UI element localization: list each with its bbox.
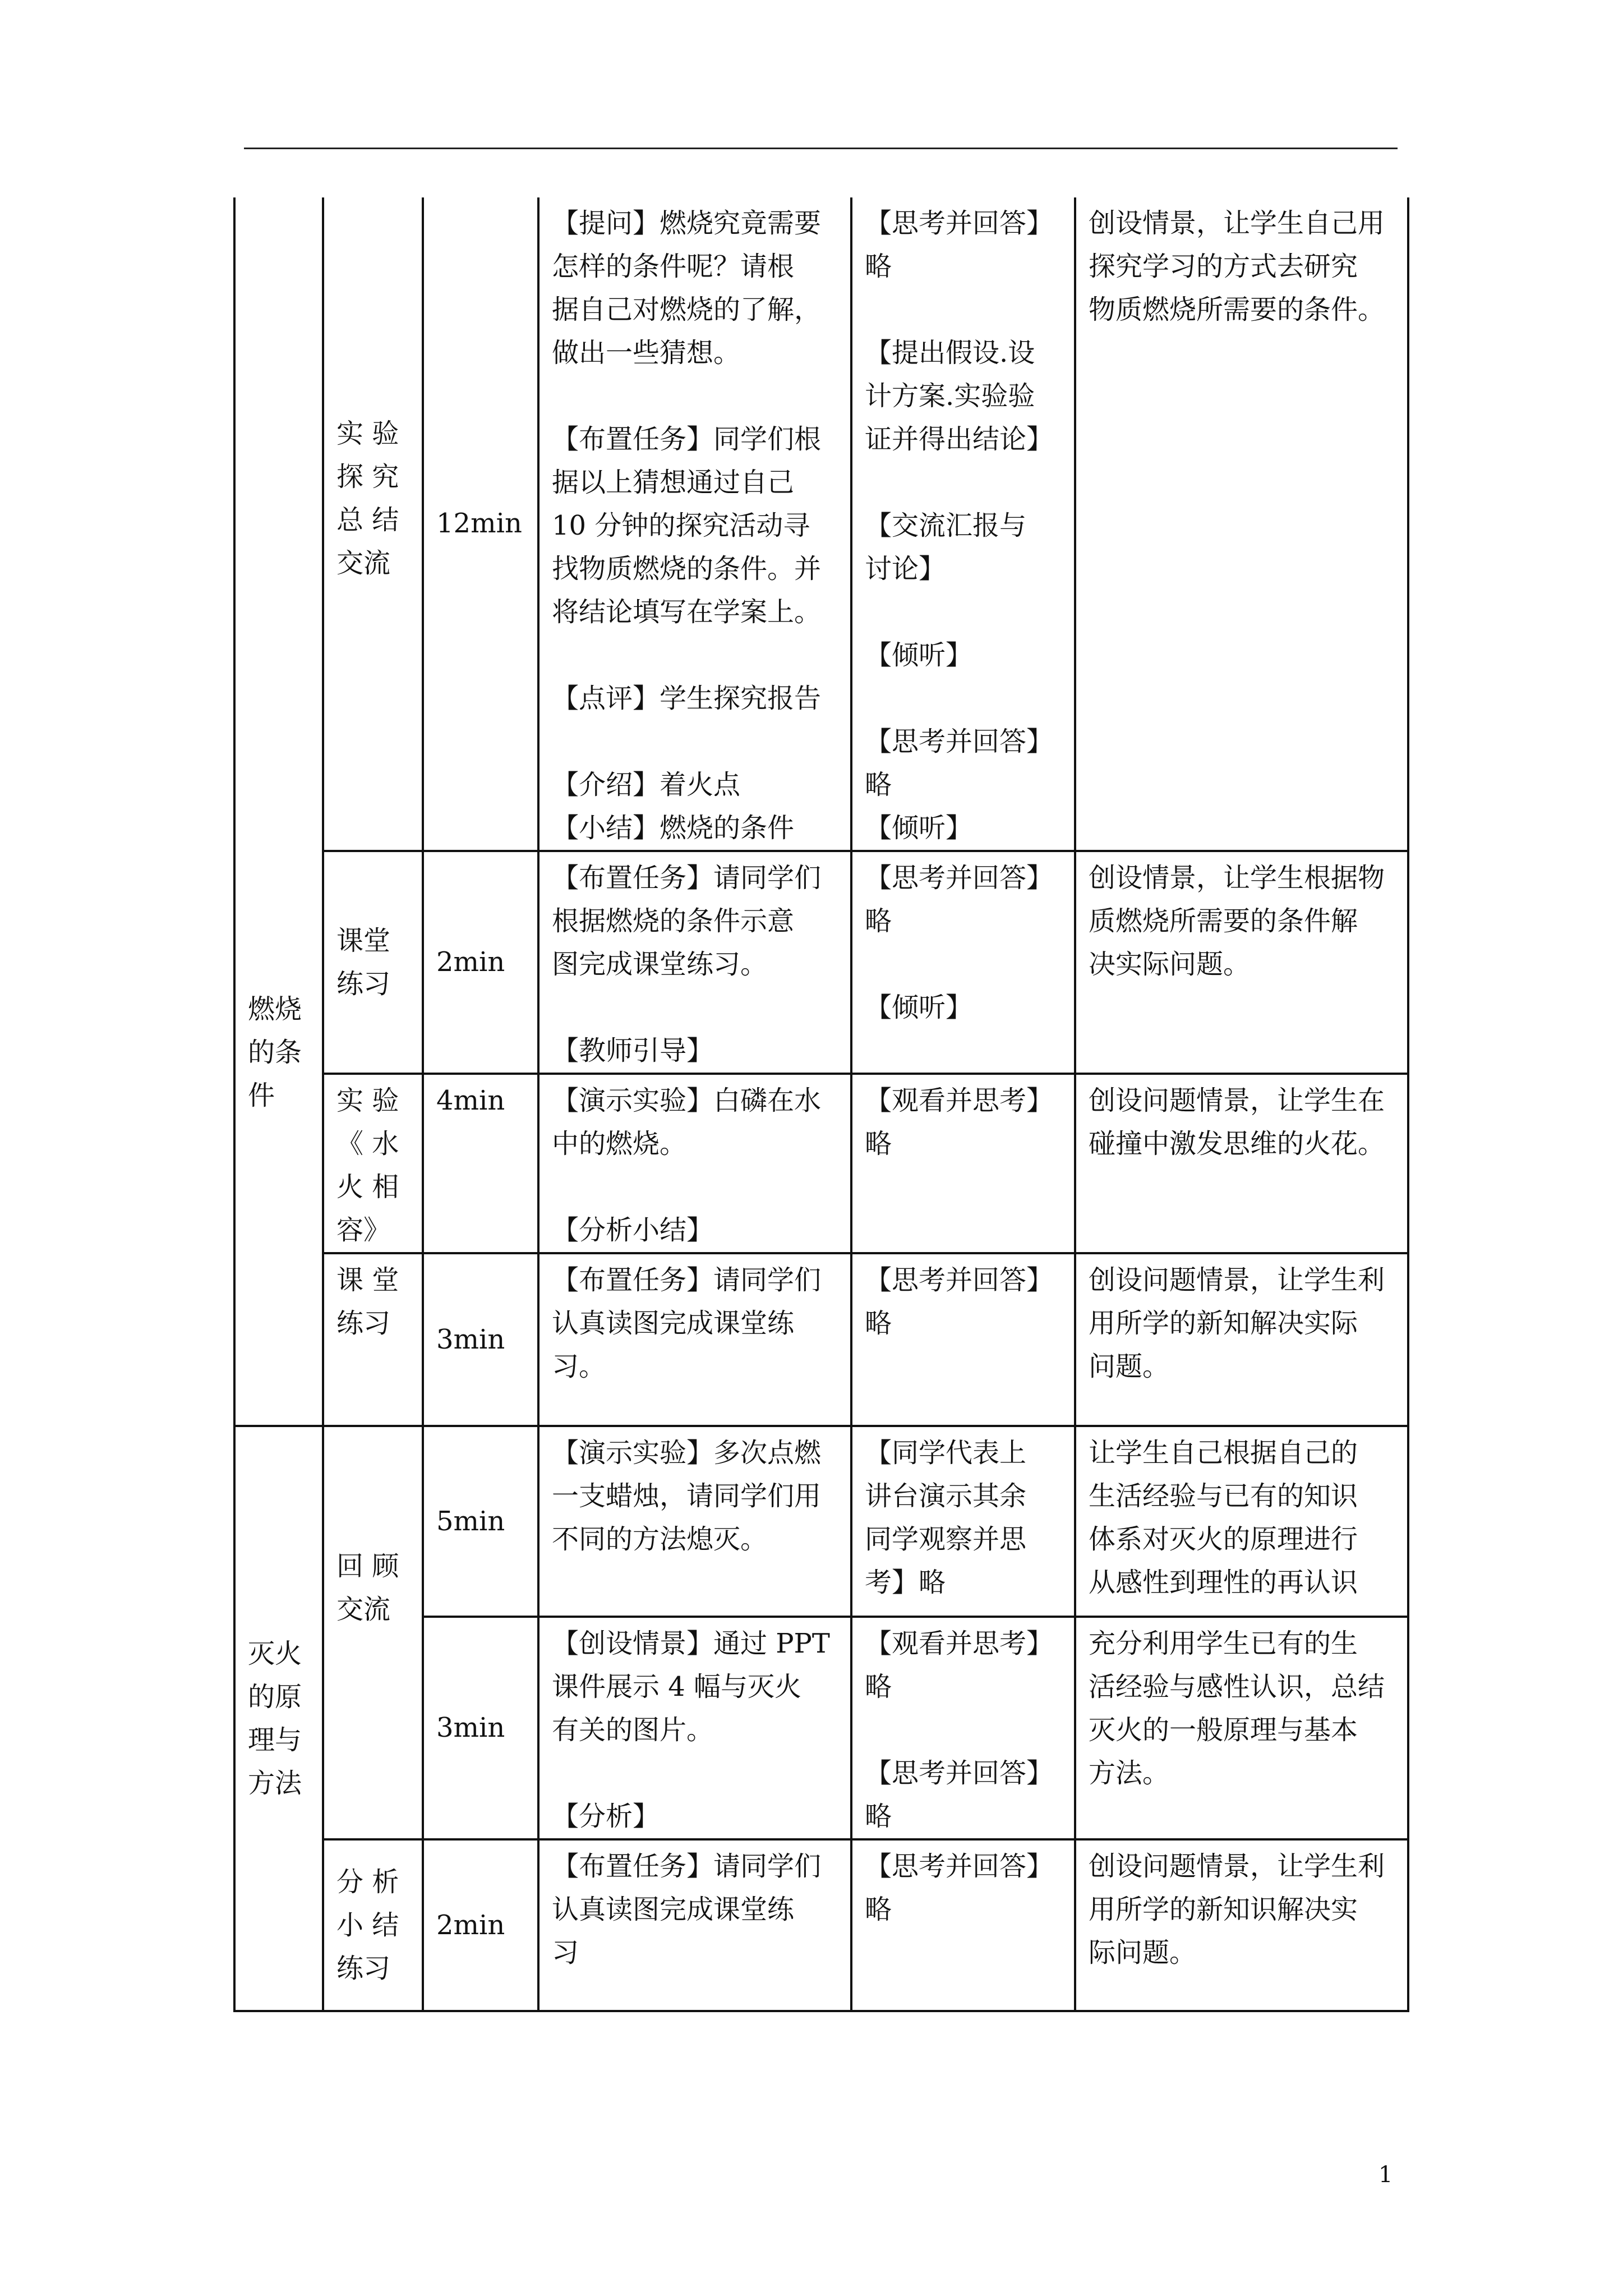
cell-line: 【创设情景】通过 PPT: [552, 1628, 830, 1659]
table-row: [234, 851, 1408, 1074]
table-row: [234, 1253, 1408, 1426]
cell-line: 认真读图完成课堂练: [552, 1894, 795, 1925]
time-cell: [423, 1426, 538, 1617]
blank-line: [552, 986, 838, 1029]
student-activity-cell: [851, 1839, 1075, 2011]
cell-line: 10 分钟的探究活动寻: [552, 510, 810, 541]
cell-line: 【分析小结】: [552, 1214, 714, 1246]
cell-line: 同学观察并思: [865, 1524, 1027, 1555]
cell-line: 【点评】学生探究报告: [552, 683, 822, 714]
activity-cell: [323, 1426, 423, 1839]
teacher-activity-cell: [538, 1253, 851, 1426]
cell-line: 问题。: [1089, 1351, 1170, 1382]
design-intent-cell: [1075, 1839, 1408, 2011]
page-number: 1: [1378, 2162, 1393, 2188]
cell-line: 【布置任务】请同学们: [552, 862, 822, 894]
blank-line: [552, 375, 838, 418]
design-intent-cell: [1075, 851, 1408, 1074]
cell-line: 将结论填写在学案上。: [552, 596, 822, 628]
cell-line: 燃烧: [248, 993, 302, 1025]
teacher-activity-cell: [538, 1426, 851, 1617]
cell-line: 【小结】燃烧的条件: [552, 812, 795, 844]
cell-line: 小 结: [336, 1909, 399, 1941]
cell-line: 【同学代表上: [865, 1437, 1027, 1469]
cell-line: 【观看并思考】: [865, 1085, 1054, 1116]
cell-line: 略: [865, 905, 892, 937]
teacher-activity-cell: [538, 1839, 851, 2011]
cell-line: 的条: [248, 1036, 302, 1068]
student-activity-cell: [851, 851, 1075, 1074]
cell-line: 《 水: [336, 1128, 399, 1159]
cell-line: 做出一些猜想。: [552, 337, 741, 369]
cell-line: 【思考并回答】: [865, 1851, 1054, 1882]
cell-line: 根据燃烧的条件示意: [552, 905, 795, 937]
design-intent-cell: [1075, 1253, 1408, 1426]
cell-line: 创设问题情景，让学生在: [1089, 1085, 1385, 1116]
cell-line: 创设情景，让学生自己用: [1089, 208, 1385, 239]
cell-line: 讲台演示其余: [865, 1480, 1027, 1512]
cell-line: 找物质燃烧的条件。并: [552, 553, 822, 585]
design-intent-cell: [1075, 1617, 1408, 1839]
blank-line: [865, 591, 1062, 634]
teacher-activity-cell: [538, 851, 851, 1074]
blank-line: [552, 1752, 838, 1795]
cell-line: 总 结: [336, 504, 399, 536]
cell-line: 【教师引导】: [552, 1035, 714, 1066]
time-value: 4min: [436, 1085, 505, 1116]
cell-line: 【提出假设.设: [865, 337, 1035, 369]
cell-line: 用所学的新知识解决实: [1089, 1894, 1358, 1925]
cell-line: 有关的图片。: [552, 1714, 714, 1746]
cell-line: 据以上猜想通过自己: [552, 467, 795, 498]
cell-line: 理与: [248, 1724, 302, 1756]
blank-line: [865, 677, 1062, 720]
cell-line: 略: [865, 1308, 892, 1339]
lesson-plan-table: [233, 197, 1409, 2012]
cell-line: 实 验: [336, 1085, 399, 1116]
header-rule: [244, 148, 1398, 149]
cell-line: 探 究: [336, 461, 399, 493]
cell-line: 交流: [336, 1593, 391, 1625]
cell-line: 物质燃烧所需要的条件。: [1089, 294, 1385, 325]
cell-line: 【演示实验】白磷在水: [552, 1085, 822, 1116]
cell-line: 灭火的一般原理与基本: [1089, 1714, 1358, 1746]
student-activity-cell: [851, 1617, 1075, 1839]
cell-line: 习。: [552, 1351, 606, 1382]
design-intent-cell: [1075, 1074, 1408, 1253]
cell-line: 【思考并回答】: [865, 208, 1054, 239]
cell-line: 【思考并回答】: [865, 1264, 1054, 1296]
cell-line: 考】略: [865, 1567, 946, 1598]
cell-line: 探究学习的方式去研究: [1089, 251, 1358, 282]
cell-line: 的原: [248, 1681, 302, 1713]
cell-line: 【倾听】: [865, 992, 973, 1023]
student-activity-cell: [851, 1074, 1075, 1253]
cell-line: 略: [865, 251, 892, 282]
activity-cell: [323, 1074, 423, 1253]
cell-line: 交流: [336, 547, 391, 579]
table-row: [234, 1074, 1408, 1253]
cell-line: 【思考并回答】: [865, 726, 1054, 757]
cell-line: 创设情景，让学生根据物: [1089, 862, 1385, 894]
cell-line: 件: [248, 1079, 275, 1111]
time-cell: [423, 1617, 538, 1839]
blank-line: [865, 943, 1062, 986]
cell-line: 实 验: [336, 417, 399, 449]
cell-line: 图完成课堂练习。: [552, 949, 768, 980]
cell-line: 际问题。: [1089, 1937, 1197, 1968]
cell-line: 【倾听】: [865, 812, 973, 844]
cell-line: 怎样的条件呢？请根: [552, 251, 795, 282]
time-value: 5min: [436, 1505, 505, 1537]
cell-line: 据自己对燃烧的了解，: [552, 294, 822, 325]
cell-line: 习: [552, 1937, 579, 1968]
teacher-activity-cell: [538, 1074, 851, 1253]
table-row: [234, 1426, 1408, 1617]
cell-line: 略: [865, 1671, 892, 1703]
cell-line: 略: [865, 1894, 892, 1925]
cell-line: 一支蜡烛，请同学们用: [552, 1480, 822, 1512]
teacher-activity-cell: [538, 197, 851, 851]
cell-line: 课堂: [336, 924, 391, 956]
student-activity-cell: [851, 1253, 1075, 1426]
cell-line: 分 析: [336, 1866, 399, 1898]
table-row: [234, 1839, 1408, 2011]
cell-line: 计方案.实验验: [865, 380, 1035, 412]
time-value: 3min: [436, 1323, 505, 1355]
activity-cell: [323, 1253, 423, 1426]
section-name-cell: [234, 197, 323, 1426]
section-name-cell: [234, 1426, 323, 2011]
cell-line: 【布置任务】请同学们: [552, 1264, 822, 1296]
cell-line: 【布置任务】请同学们: [552, 1851, 822, 1882]
time-value: 2min: [436, 1909, 505, 1941]
cell-line: 【交流汇报与: [865, 510, 1027, 541]
cell-line: 决实际问题。: [1089, 949, 1251, 980]
cell-line: 【观看并思考】: [865, 1628, 1054, 1659]
cell-line: 火 相: [336, 1171, 399, 1203]
cell-line: 练习: [336, 968, 391, 1000]
cell-line: 【提问】燃烧究竟需要: [552, 208, 822, 239]
activity-cell: [323, 197, 423, 851]
cell-line: 从感性到理性的再认识: [1089, 1567, 1358, 1598]
blank-line: [552, 720, 838, 763]
cell-line: 练习: [336, 1952, 391, 1984]
cell-line: 方法。: [1089, 1757, 1170, 1789]
activity-cell: [323, 851, 423, 1074]
teacher-activity-cell: [538, 1617, 851, 1839]
time-cell: [423, 1839, 538, 2011]
time-value: 3min: [436, 1712, 505, 1743]
cell-line: 证并得出结论】: [865, 424, 1054, 455]
cell-line: 碰撞中激发思维的火花。: [1089, 1128, 1385, 1159]
cell-line: 【思考并回答】: [865, 862, 1054, 894]
time-cell: [423, 197, 538, 851]
cell-line: 质燃烧所需要的条件解: [1089, 905, 1358, 937]
time-cell: [423, 851, 538, 1074]
cell-line: 【布置任务】同学们根: [552, 424, 822, 455]
blank-line: [865, 1709, 1062, 1752]
design-intent-cell: [1075, 197, 1408, 851]
time-cell: [423, 1253, 538, 1426]
cell-line: 课件展示 4 幅与灭火: [552, 1671, 802, 1703]
blank-line: [865, 461, 1062, 504]
cell-line: 回 顾: [336, 1550, 399, 1582]
cell-line: 略: [865, 1801, 892, 1832]
design-intent-cell: [1075, 1426, 1408, 1617]
student-activity-cell: [851, 197, 1075, 851]
cell-line: 【演示实验】多次点燃: [552, 1437, 822, 1469]
cell-line: 灭火: [248, 1637, 302, 1669]
cell-line: 【介绍】着火点: [552, 769, 741, 800]
cell-line: 用所学的新知解决实际: [1089, 1308, 1358, 1339]
time-value: 2min: [436, 946, 505, 978]
cell-line: 容》: [336, 1214, 391, 1246]
cell-line: 体系对灭火的原理进行: [1089, 1524, 1358, 1555]
cell-line: 认真读图完成课堂练: [552, 1308, 795, 1339]
cell-line: 创设问题情景，让学生利: [1089, 1851, 1385, 1882]
cell-line: 【思考并回答】: [865, 1757, 1054, 1789]
cell-line: 【倾听】: [865, 639, 973, 671]
cell-line: 不同的方法熄灭。: [552, 1524, 768, 1555]
time-cell: [423, 1074, 538, 1253]
cell-line: 讨论】: [865, 553, 946, 585]
cell-line: 【分析】: [552, 1801, 660, 1832]
blank-line: [552, 1166, 838, 1209]
cell-line: 略: [865, 769, 892, 800]
blank-line: [552, 634, 838, 677]
time-value: 12min: [436, 508, 522, 539]
table-row: [234, 197, 1408, 851]
cell-line: 中的燃烧。: [552, 1128, 687, 1159]
cell-line: 略: [865, 1128, 892, 1159]
blank-line: [865, 288, 1062, 332]
cell-line: 课 堂: [336, 1264, 399, 1296]
cell-line: 创设问题情景，让学生利: [1089, 1264, 1385, 1296]
cell-line: 方法: [248, 1767, 302, 1799]
activity-cell: [323, 1839, 423, 2011]
student-activity-cell: [851, 1426, 1075, 1617]
cell-line: 生活经验与已有的知识: [1089, 1480, 1358, 1512]
cell-line: 练习: [336, 1308, 391, 1339]
cell-line: 充分利用学生已有的生: [1089, 1628, 1358, 1659]
cell-line: 让学生自己根据自己的: [1089, 1437, 1358, 1469]
cell-line: 活经验与感性认识，总结: [1089, 1671, 1385, 1703]
